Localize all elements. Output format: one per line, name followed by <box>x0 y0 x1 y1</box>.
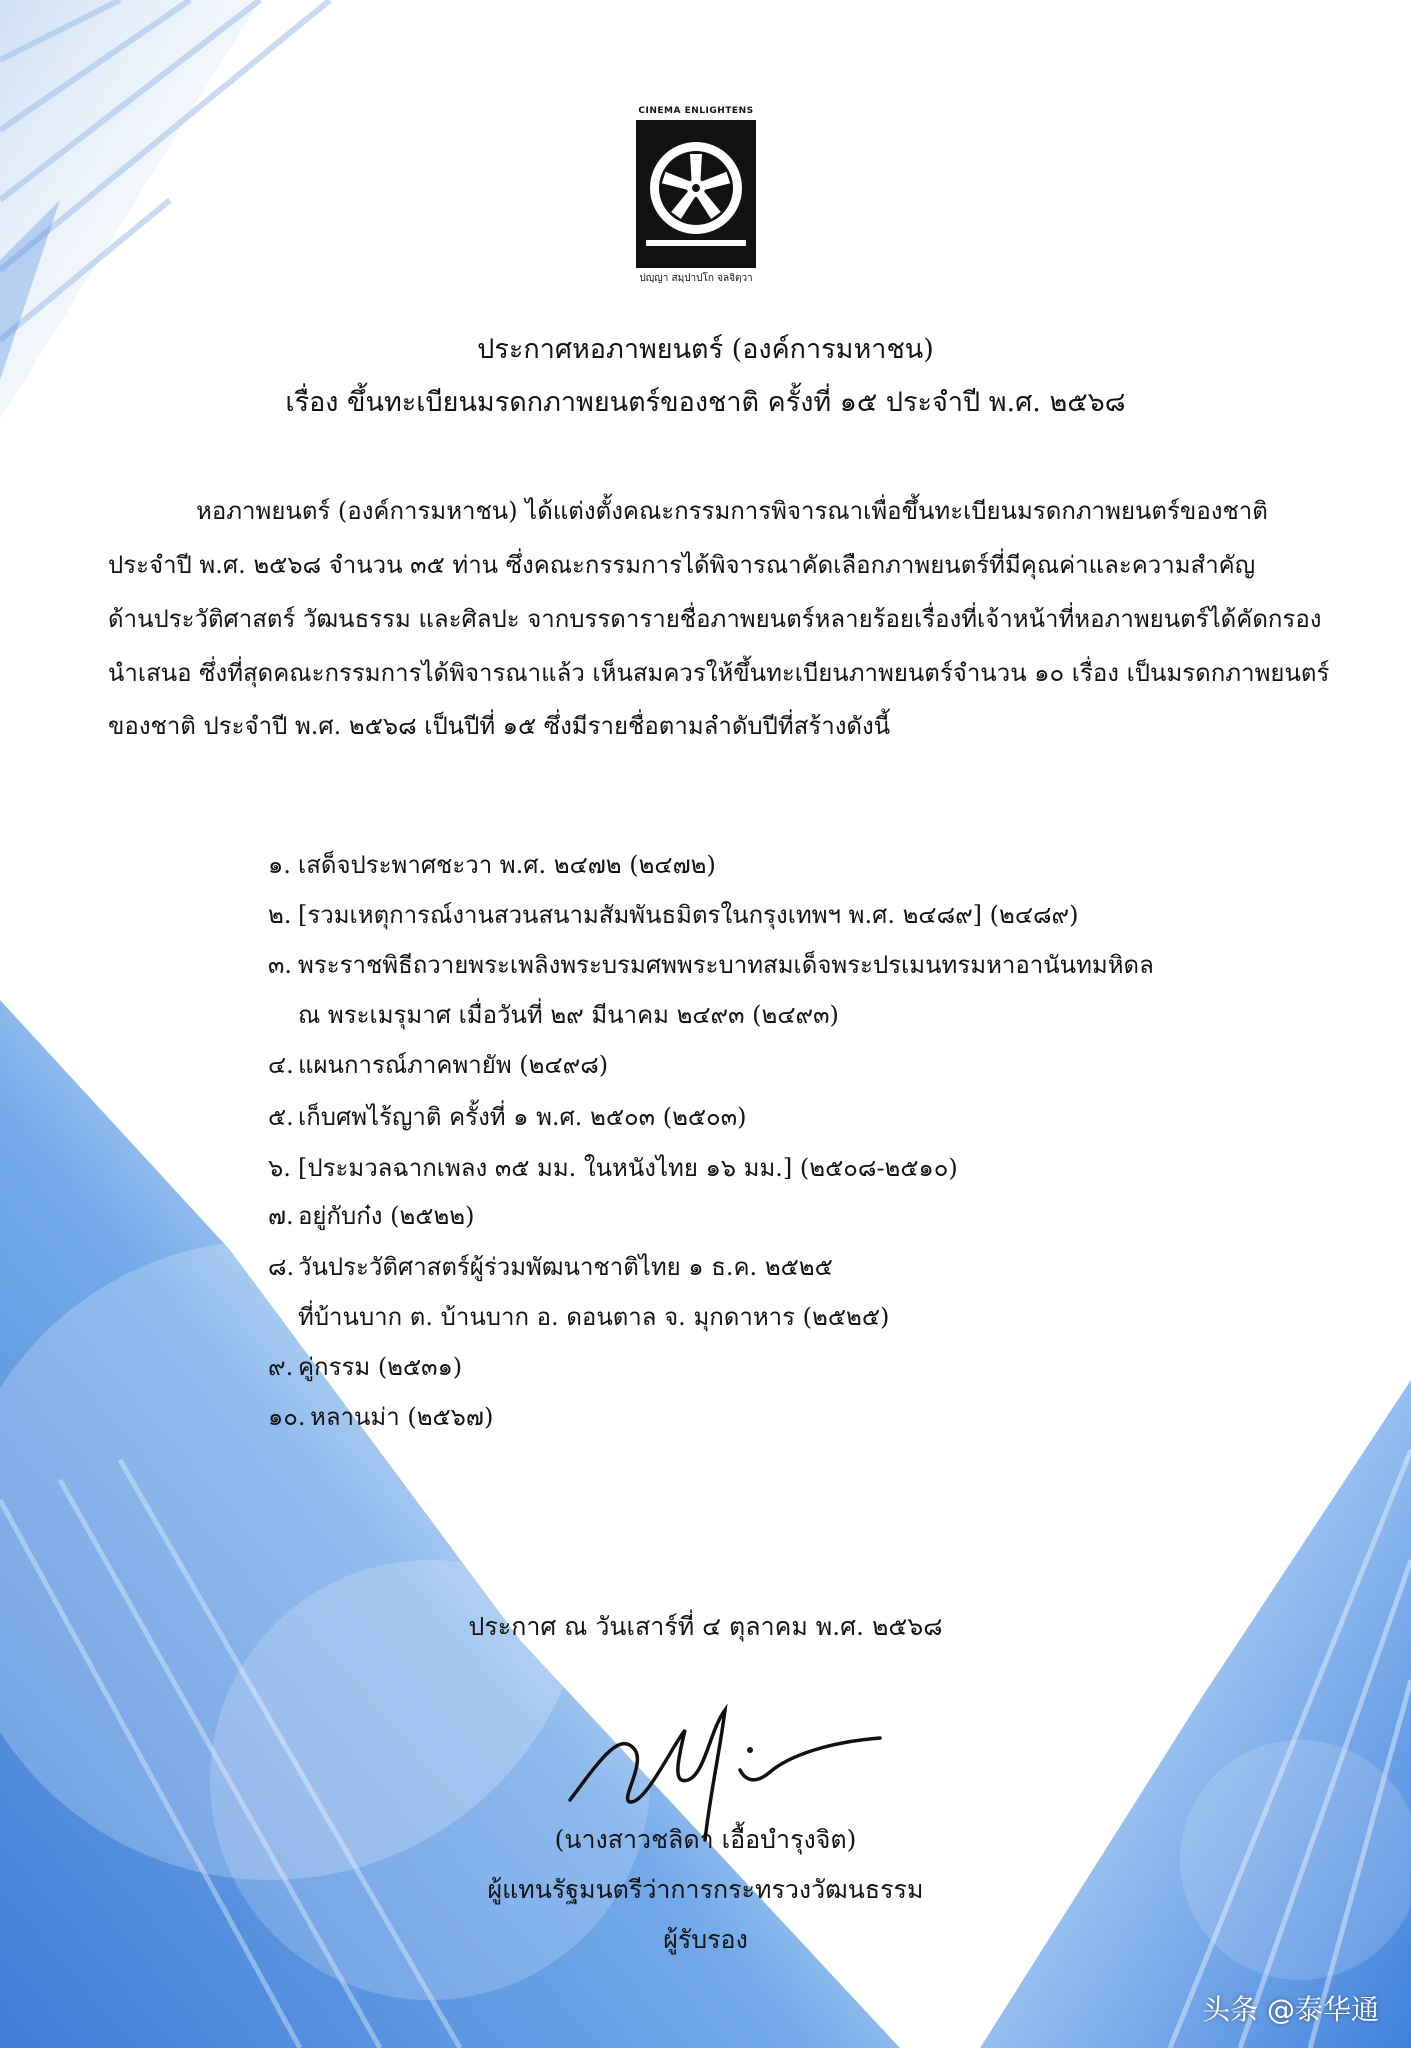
body-line-4: นำเสนอ ซึ่งที่สุดคณะกรรมการได้พิจารณาแล้ว เห็นสมควรให้ขึ้นทะเบียนภาพยนตร์จำนวน ๑๐ เรื่อง เป็นมรดกภาพยนตร์ <box>108 659 1330 687</box>
list-item <box>268 895 1078 934</box>
film-title: เก็บศพไร้ญาติ ครั้งที่ ๑ พ.ศ. ๒๕๐๓ (๒๕๐๓) <box>298 1103 747 1131</box>
logo-motto: ปญฺญา สมฺปาปโก จลจิตฺวา <box>639 273 753 284</box>
body-line-5: ของชาติ ประจำปี พ.ศ. ๒๕๖๘ เป็นปีที่ ๑๕ ซึ่งมีรายชื่อตามลำดับปีที่สร้างดังนี้ <box>108 712 891 740</box>
list-number: ๕. <box>268 1103 294 1131</box>
list-number: ๔. <box>268 1051 294 1079</box>
film-title: [รวมเหตุการณ์งานสวนสนามสัมพันธมิตรในกรุงเทพฯ พ.ศ. ๒๔๘๙] (๒๔๘๙) <box>298 901 1079 929</box>
list-item <box>268 845 716 884</box>
body-line-3: ด้านประวัติศาสตร์ วัฒนธรรม และศิลปะ จากบรรดารายชื่อภาพยนตร์หลายร้อยเรื่องที่เจ้าหน้าที่หอภาพยนตร์ได้คัดกรอง <box>108 605 1322 633</box>
film-reel-icon <box>636 120 756 268</box>
body-line-2: ประจำปี พ.ศ. ๒๕๖๘ จำนวน ๓๕ ท่าน ซึ่งคณะกรรมการได้พิจารณาคัดเลือกภาพยนตร์ที่มีคุณค่าและความสำคัญ <box>108 551 1256 579</box>
list-item <box>268 945 1154 984</box>
list-item <box>268 1148 958 1187</box>
list-number: ๗. <box>268 1202 294 1230</box>
handwritten-signature <box>560 1690 890 1850</box>
signatory-role: ผู้รับรอง <box>663 1925 748 1954</box>
announcement-date: ประกาศ ณ วันเสาร์ที่ ๔ ตุลาคม พ.ศ. ๒๕๖๘ <box>468 1612 943 1641</box>
watermark: 头条 @泰华通 <box>1202 1993 1379 2026</box>
film-title: พระราชพิธีถวายพระเพลิงพระบรมศพพระบาทสมเด็จพระปรเมนทรมหาอานันทมหิดล <box>298 951 1154 979</box>
list-number: ๙. <box>268 1353 294 1381</box>
signatory-name: (นางสาวชลิดา เอื้อบำรุงจิต) <box>554 1825 857 1854</box>
document-subject: เรื่อง ขึ้นทะเบียนมรดกภาพยนตร์ของชาติ ครั้งที่ ๑๕ ประจำปี พ.ศ. ๒๕๖๘ <box>285 387 1126 418</box>
cinema-logo <box>632 106 760 286</box>
list-number: ๖. <box>268 1154 291 1182</box>
list-item <box>268 1097 746 1136</box>
body-line-1: หอภาพยนตร์ (องค์การมหาชน) ได้แต่งตั้งคณะกรรมการพิจารณาเพื่อขึ้นทะเบียนมรดกภาพยนตร์ของชาติ <box>196 497 1268 525</box>
list-item <box>268 1397 493 1436</box>
list-number: ๒. <box>268 901 292 929</box>
list-number: ๑. <box>268 851 291 879</box>
list-number: ๑๐. <box>268 1403 306 1431</box>
list-item <box>268 1196 474 1235</box>
film-title: แผนการณ์ภาคพายัพ (๒๔๙๘) <box>298 1051 609 1079</box>
document-title: ประกาศหอภาพยนตร์ (องค์การมหาชน) <box>477 334 934 365</box>
list-number: ๓. <box>268 951 293 979</box>
list-item <box>268 1247 833 1286</box>
list-number: ๘. <box>268 1253 295 1281</box>
logo-top-text: CINEMA ENLIGHTENS <box>638 106 754 116</box>
signatory-position: ผู้แทนรัฐมนตรีว่าการกระทรวงวัฒนธรรม <box>487 1875 924 1904</box>
film-title: [ประมวลฉากเพลง ๓๕ มม. ในหนังไทย ๑๖ มม.] (๒๕๐๘-๒๕๑๐) <box>298 1154 958 1182</box>
film-title: อยู่กับก๋ง (๒๕๒๒) <box>298 1202 475 1230</box>
film-title: วันประวัติศาสตร์ผู้ร่วมพัฒนาชาติไทย ๑ ธ.ค. ๒๕๒๕ <box>298 1253 833 1281</box>
film-title: หลานม่า (๒๕๖๗) <box>310 1403 494 1431</box>
list-item <box>268 1045 608 1084</box>
film-title: เสด็จประพาศชะวา พ.ศ. ๒๔๗๒ (๒๔๗๒) <box>298 851 716 879</box>
film-title-continued: ที่บ้านบาก ต. บ้านบาก อ. ดอนตาล จ. มุกดาหาร (๒๕๒๕) <box>298 1303 890 1331</box>
film-title-continued: ณ พระเมรุมาศ เมื่อวันที่ ๒๙ มีนาคม ๒๔๙๓ (๒๔๙๓) <box>298 1001 839 1029</box>
film-title: คู่กรรม (๒๕๓๑) <box>298 1353 463 1381</box>
film-reel-emblem <box>636 120 756 268</box>
list-item <box>268 1347 462 1386</box>
